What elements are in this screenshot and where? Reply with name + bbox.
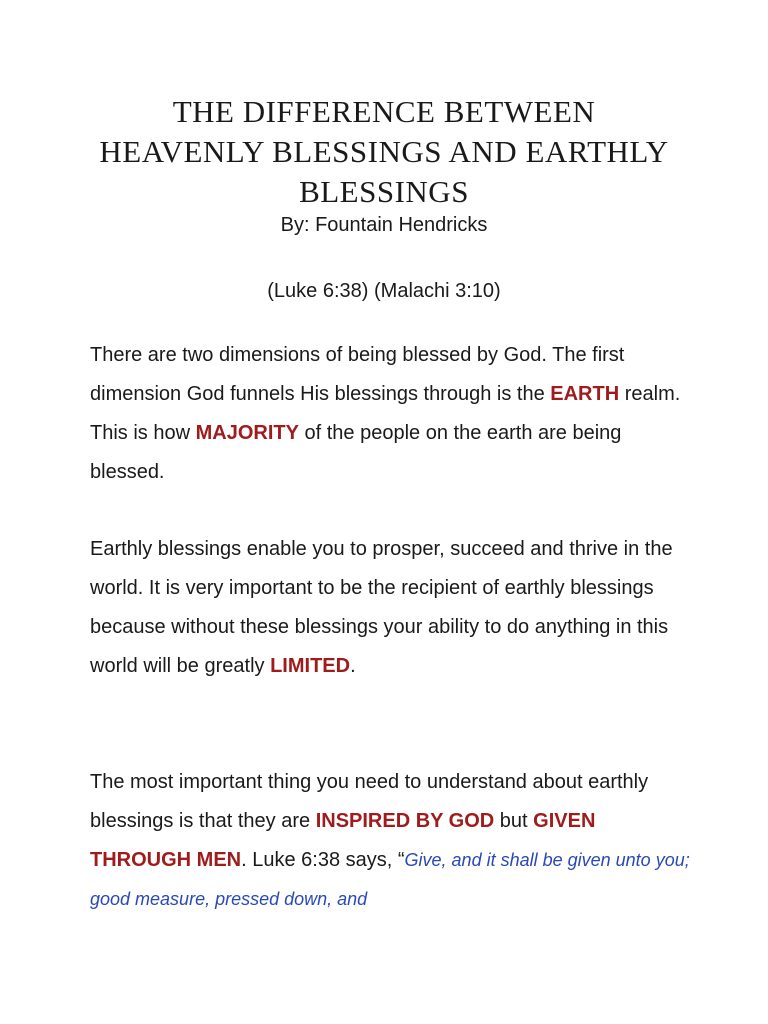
paragraph-3	[90, 763, 690, 919]
paragraph-3-text-1: The most important thing you need to understand about earthly blessings is that they are	[90, 771, 649, 832]
emphasis-earth: EARTH	[550, 383, 620, 405]
emphasis-majority: MAJORITY	[195, 422, 299, 444]
title-line-2: HEAVENLY BLESSINGS AND EARTHLY	[99, 134, 669, 169]
paragraph-2	[90, 530, 690, 686]
emphasis-given-through-men: GIVEN THROUGH MEN	[90, 810, 596, 871]
paragraph-1-text-1: There are two dimensions of being blessed by God. The first dimension God funnels His blessings through is the	[90, 344, 625, 405]
paragraph-1-text-2: realm. This is how	[90, 383, 681, 444]
scripture-quote: Give, and it shall be given unto you; good measure, pressed down, and	[90, 850, 690, 909]
scripture-references: (Luke 6:38) (Malachi 3:10)	[267, 280, 501, 302]
paragraph-2-text-1: Earthly blessings enable you to prosper, succeed and thrive in the world. It is very important to be the recipient of earthly blessings because without these blessings your ability to do anything in this world will be greatly	[90, 538, 673, 677]
paragraph-1	[90, 336, 690, 492]
paragraph-3-text-2: but	[494, 810, 534, 832]
author-byline: By: Fountain Hendricks	[280, 214, 488, 236]
paragraph-1-text-3: of the people on the earth are being blessed.	[90, 422, 622, 483]
paragraph-2-text-2: .	[350, 655, 356, 677]
paragraph-3-text-3: . Luke 6:38 says, “	[241, 849, 405, 871]
title-line-1: THE DIFFERENCE BETWEEN	[172, 94, 596, 129]
emphasis-inspired-by-god: INSPIRED BY GOD	[315, 810, 495, 832]
title-line-3: BLESSINGS	[299, 174, 469, 209]
document-title	[60, 92, 708, 212]
emphasis-limited: LIMITED	[270, 655, 351, 677]
